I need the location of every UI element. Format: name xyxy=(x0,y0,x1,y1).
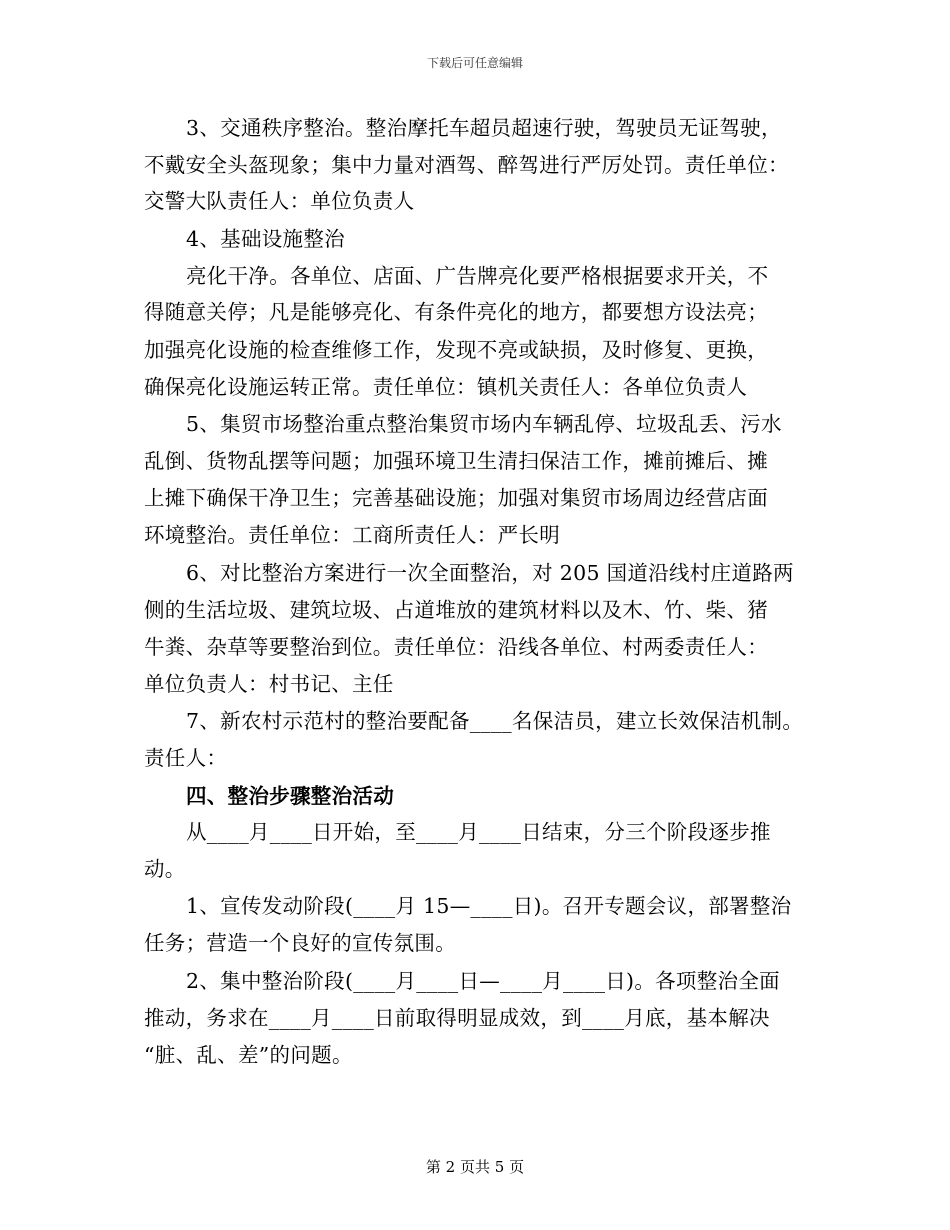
text-line: 2、集中整治阶段(____月____日—____月____日)。各项整治全面 xyxy=(186,969,780,993)
text-line: “脏、乱、差”的问题。 xyxy=(144,1043,353,1067)
text-line: 责任人： xyxy=(144,746,228,770)
section-heading: 4、基础设施整治 xyxy=(186,227,345,251)
text-line: 任务；营造一个良好的宣传氛围。 xyxy=(144,931,456,955)
text-line: 牛粪、杂草等要整治到位。责任单位：沿线各单位、村两委责任人： xyxy=(144,635,768,659)
page-footer: 第 2 页共 5 页 xyxy=(425,1158,525,1176)
text-line: 不戴安全头盔现象；集中力量对酒驾、醉驾进行严厉处罚。责任单位： xyxy=(144,153,789,177)
text-line: 确保亮化设施运转正常。责任单位：镇机关责任人：各单位负责人 xyxy=(144,375,748,399)
text-line: 动。 xyxy=(144,857,186,881)
section-heading: 四、整治步骤整治活动 xyxy=(186,784,394,808)
text-line: 上摊下确保干净卫生；完善基础设施；加强对集贸市场周边经营店面 xyxy=(144,486,768,510)
text-line: 从____月____日开始，至____月____日结束，分三个阶段逐步推 xyxy=(186,820,771,844)
text-line: 亮化干净。各单位、店面、广告牌亮化要严格根据要求开关，不 xyxy=(186,264,769,288)
text-line: 1、宣传发动阶段(____月 15—____日)。召开专题会议，部署整治 xyxy=(186,894,792,918)
text-line: 6、对比整治方案进行一次全面整治，对 205 国道沿线村庄道路两 xyxy=(186,561,794,585)
text-line: 侧的生活垃圾、建筑垃圾、占道堆放的建筑材料以及木、竹、柴、猪 xyxy=(144,598,768,622)
text-line: 单位负责人：村书记、主任 xyxy=(144,672,394,696)
text-line: 7、新农村示范村的整治要配备____名保洁员，建立长效保洁机制。 xyxy=(186,709,804,733)
text-line: 推动，务求在____月____日前取得明显成效，到____月底，基本解决 xyxy=(144,1006,770,1030)
text-line: 3、交通秩序整治。整治摩托车超员超速行驶，驾驶员无证驾驶， xyxy=(186,116,782,140)
text-line: 加强亮化设施的检查维修工作，发现不亮或缺损，及时修复、更换， xyxy=(144,338,768,362)
text-line: 环境整治。责任单位：工商所责任人：严长明 xyxy=(144,523,560,547)
text-line: 5、集贸市场整治重点整治集贸市场内车辆乱停、垃圾乱丢、污水 xyxy=(186,412,782,436)
text-line: 乱倒、货物乱摆等问题；加强环境卫生清扫保洁工作，摊前摊后、摊 xyxy=(144,449,768,473)
text-line: 交警大队责任人：单位负责人 xyxy=(144,189,415,213)
text-line: 得随意关停；凡是能够亮化、有条件亮化的地方，都要想方设法亮； xyxy=(144,300,768,324)
page-header: 下载后可任意编辑 xyxy=(426,56,523,70)
